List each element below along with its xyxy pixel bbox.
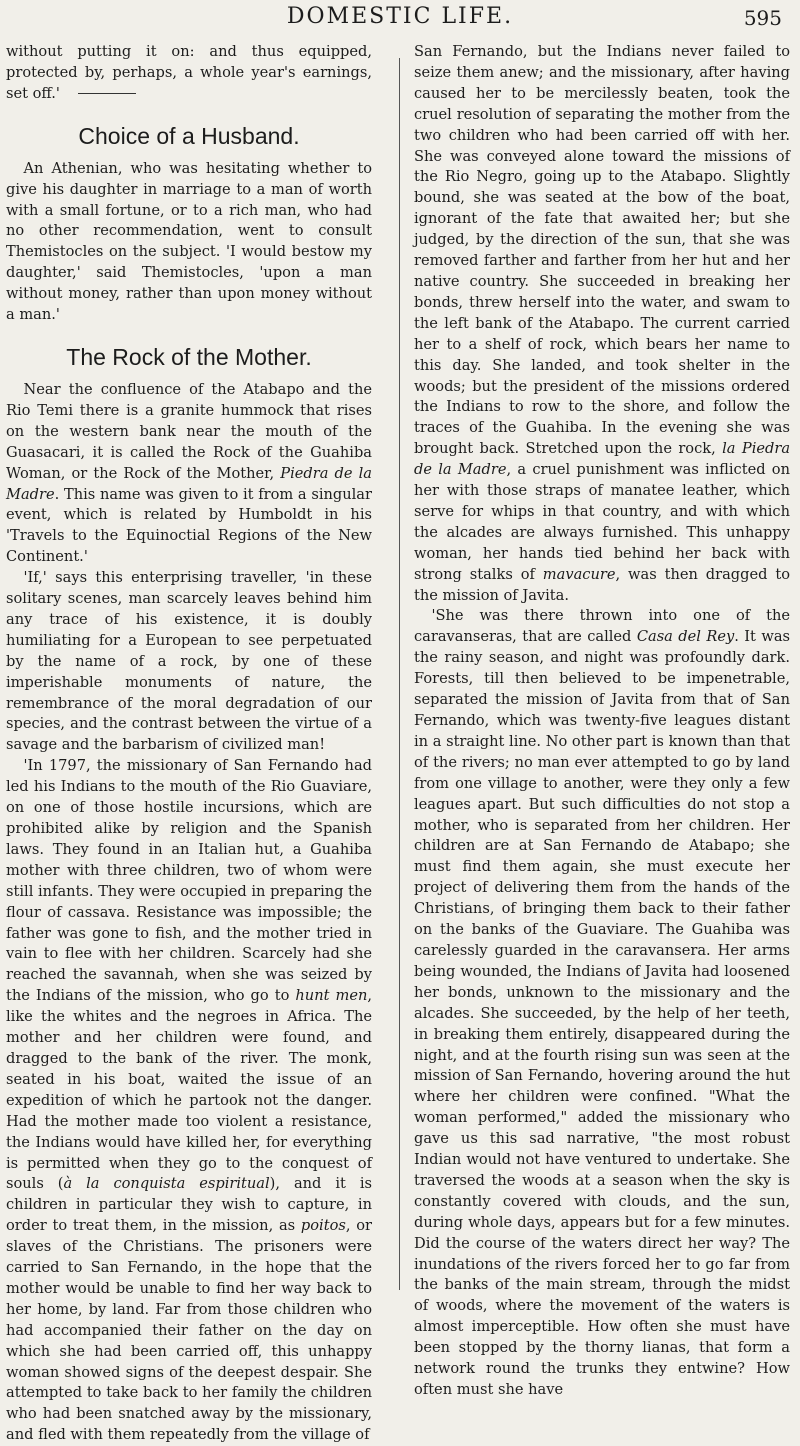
rock-p3-text-a: 'In 1797, the missionary of San Fernando had led his Indians to the mouth of the Rio Guaviare, on one of those hostile incursions, which are prohibited alike by religion and the Spanish laws. They found in an Italian hut, a Guahiba mother with three children, two of whom were still infants. They were occupied in preparing the flour of cassava. Resistance was impossible; the father was gone to fish, and the mother tried in vain to flee with her children. Scarcely had she reached the savannah, when she was seized by the Indians of the mission, who go to [6, 757, 373, 1005]
page-header [0, 4, 800, 40]
right-column [414, 42, 791, 1398]
rock-paragraph-3 [6, 756, 372, 1446]
section-end-rule [78, 93, 136, 94]
right-p2-text-a: 'She was there thrown into one of the caravanseras, that are called [414, 607, 790, 646]
section-title-rock: The Rock of the Mother. [66, 343, 312, 370]
rock-p3-text-b: , like the whites and the negroes in Africa. The mother and her children were found, and dragged to the bank of the river. The monk, seated in his boat, waited the issue of an expedition of which he partook not the danger. Had the mother made too violent a resistance, the Indians would have killed her, for everything is permitted when they go to the conquest of souls ( [6, 987, 373, 1193]
rock-paragraph-2: 'If,' says this enterprising traveller, 'in these solitary scenes, man scarcely leaves behind him any trace of his existence, it is doubly humiliating for a European to see perpetuated by the name of a rock, by one of these imperishable monuments of nature, the remembrance of the moral degradation of our species, and the contrast between the virtue of a savage and the barbarism of civilized man! [6, 569, 372, 754]
rock-p3-italic-3: poitos [300, 1217, 346, 1235]
rock-p3-text-c: ), and it is children in particular they wish to capture, in order to treat them, in the mission, as [6, 1175, 372, 1235]
continuation-span: without putting it on: and thus equipped, protected by, perhaps, a whole year's earnings, set off.' [6, 43, 372, 102]
right-p1-text-a: San Fernando, but the Indians never failed to seize them anew; and the missionary, after having caused her to be mercilessly beaten, took the cruel resolution of separating the mother from the two children who had been carried off with her. She was conveyed alone toward the missions of the Rio Negro, going up to the Atabapo. Slightly bound, she was seated at the bow of the boat, ignorant of the fate that awaited her; but she judged, by the direction of the sun, that she was removed farther and farther from her hut and her native country. She succeeded in breaking her bonds, threw herself into the water, and swam to the left bank of the Atabapo. The current carried her to a shelf of rock, which bears her name to this day. She landed, and took shelter in the woods; but the president of the missions ordered the Indians to row to the shore, and follow the traces of the Guahiba. In the evening she was brought back. Stretched upon the rock, [414, 43, 790, 458]
running-head: DOMESTIC LIFE. [286, 4, 514, 29]
left-column [0, 42, 373, 1444]
rock-p3-italic-2: à la conquista espiritual [63, 1175, 270, 1193]
right-paragraph-1 [414, 42, 790, 606]
right-p1-text-b: , a cruel punishment was inflicted on her with those straps of manatee leather, which serve for whips in that country, and with which the alcades are always furnished. This unhappy woman, her hands tied behind her back with strong stalks of [414, 461, 790, 583]
rock-p3-italic-1: hunt men [295, 987, 368, 1005]
rock-p1-text-b: . This name was given to it from a singular event, which is related by Humboldt in his 'Travels to the Equinoctial Regions of the New Continent.' [6, 485, 372, 566]
right-p2-text-b: . It was the rainy season, and night was profoundly dark. Forests, till then believed to be impenetrable, separated the mission of Javita from that of San Fernando, which was twenty-five leagues distant in a straight line. No other part is known than that of the rivers; no man ever attempted to go by land from one village to another, were they only a few leagues apart. But such difficulties do not stop a mother, who is separated from her children. Her children are at San Fernando de Atabapo; she must find them again, she must execute her project of delivering them from the hands of the Christians, of bringing them back to their father on the banks of the Guaviare. The Guahiba was carelessly guarded in the caravansera. Her arms being wounded, the Indians of Javita had loosened her bonds, unknown to the missionary and the alcades. She succeeded, by the help of her teeth, in breaking them entirely, disappeared during the night, and at the fourth rising sun was seen at the mission of San Fernando, hovering around the hut where her children were confined. "What the woman performed," added the missionary who gave us this sad narrative, "the most robust Indian would not have ventured to undertake. She traversed the woods at a season when the sky is constantly covered with clouds, and the sun, during whole days, appears but for a few minutes. Did the course of the waters direct her way? The inundations of the rivers forced her to go far from the banks of the main stream, through the midst of woods, where the movement of the waters is almost imperceptible. How often she must have been stopped by the thorny lianas, that form a network round the trunks they entwine? How often must she have [414, 628, 791, 1398]
rock-paragraph-1 [6, 380, 372, 568]
page-number: 595 [743, 6, 782, 30]
husband-paragraph: An Athenian, who was hesitating whether to give his daughter in marriage to a man of worth with a small fortune, or to a rich man, who had no other recommendation, went to consult Themistocles on the subject. 'I would bestow my daughter,' said Themistocles, 'upon a man without money, rather than upon money without a man.' [6, 159, 372, 324]
rock-p3-text-d: , or slaves of the Christians. The prisoners were carried to San Fernando, in the hope that the mother would be unable to find her way back to her home, by land. Far from those children who had accompanied their father on the day on which she had been carried off, this unhappy woman showed signs of the deepest despair. She attempted to take back to her family the children who had been snatched away by the missionary, and fled with them repeatedly from the village of [6, 1217, 372, 1444]
column-divider [399, 58, 400, 1290]
right-p1-italic-2: mavacure [542, 565, 616, 583]
right-p1-italic-1: la Piedra de la Madre [414, 440, 791, 479]
right-paragraph-2 [414, 606, 790, 1400]
right-p2-italic: Casa del Rey [636, 628, 735, 646]
right-p1-text-c: , was then dragged to the mission of Javita. [414, 565, 790, 604]
rock-p1-text-a: Near the confluence of the Atabapo and the Rio Temi there is a granite hummock that rises on the western bank near the mouth of the Guasacari, it is called the Rock of the Guahiba Woman, or the Rock of the Mother, [6, 380, 372, 482]
section-title-husband: Choice of a Husband. [78, 122, 300, 149]
continuation-text [6, 42, 372, 105]
rock-p1-italic: Piedra de la Madre [6, 464, 372, 503]
